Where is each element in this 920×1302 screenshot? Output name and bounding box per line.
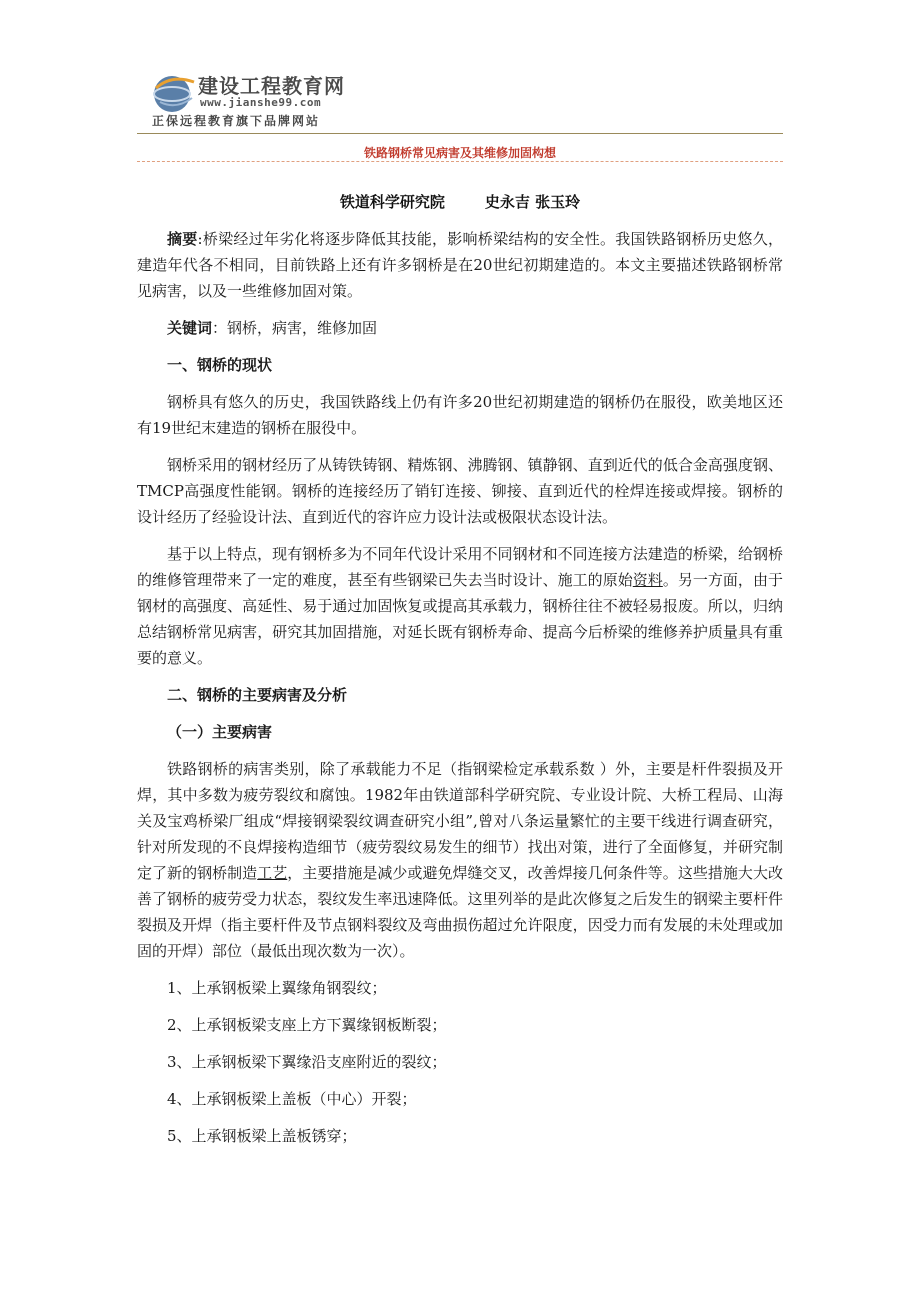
header-divider	[137, 133, 783, 134]
list-item: 5、上承钢板梁上盖板锈穿；	[167, 1127, 357, 1145]
globe-logo-icon	[150, 68, 198, 116]
section-2-paragraph-1	[137, 756, 783, 964]
abstract-text: 桥梁经过年劣化将逐步降低其技能，影响桥梁结构的安全性。我国铁路钢桥历史悠久，建造年代各不相同，目前铁路上还有许多钢桥是在20世纪初期建造的。本文主要描述铁路钢桥常见病害，以及一些维修加固对策。	[137, 230, 783, 300]
materials-link[interactable]: 资料	[632, 571, 663, 589]
section-2-subheading: （一）主要病害	[167, 723, 273, 741]
logo-url: www.jianshe99.com	[200, 96, 322, 109]
section-1-paragraph-2: 钢桥采用的钢材经历了从铸铁铸钢、精炼钢、沸腾钢、镇静钢、直到近代的低合金高强度钢、TMCP高强度性能钢。钢桥的连接经历了销钉连接、铆接、直到近代的栓焊连接或焊接。钢桥的设计经历了经验设计法、直到近代的容许应力设计法或极限状态设计法。	[137, 456, 783, 526]
document-title: 铁路钢桥常见病害及其维修加固构想	[363, 146, 556, 160]
process-link[interactable]: 工艺	[257, 864, 288, 882]
paragraph-text: 。另一方面，由于钢材的高强度、高延性、易于通过加固恢复或提高其承载力，钢桥往往不被轻易报废。所以，归纳总结钢桥常见病害，研究其加固措施，对延长既有钢桥寿命、提高今后桥梁的维修养护质量具有重要的意义。	[137, 571, 783, 667]
keywords-text: ：钢桥，病害，维修加固	[212, 319, 378, 337]
list-item: 2、上承钢板梁支座上方下翼缘钢板断裂；	[167, 1016, 447, 1034]
paragraph-text: 基于以上特点，现有钢桥多为不同年代设计采用不同钢材和不同连接方法建造的桥梁，给钢桥的维修管理带来了一定的难度，甚至有些钢梁已失去当时设计、施工的原始	[137, 545, 783, 589]
title-dashed-divider	[137, 161, 783, 162]
logo-title: 建设工程教育网	[198, 74, 345, 98]
list-item: 3、上承钢板梁下翼缘沿支座附近的裂纹；	[167, 1053, 447, 1071]
abstract-label: 摘要	[167, 230, 198, 248]
section-1-paragraph-3	[137, 541, 783, 671]
site-logo[interactable]	[150, 62, 370, 130]
paragraph-text: ，主要措施是减少或避免焊缝交叉，改善焊接几何条件等。这些措施大大改善了钢桥的疲劳受力状态，裂纹发生率迅速降低。这里列举的是此次修复之后发生的钢梁主要杆件裂损及开焊（指主要杆件及节点钢料裂纹及弯曲损伤超过允许限度，因受力而有发展的未处理或加固的开焊）部位（最低出现次数为一次）。	[137, 864, 783, 960]
abstract-paragraph: 摘要:桥梁经过年劣化将逐步降低其技能，影响桥梁结构的安全性。我国铁路钢桥历史悠久，建造年代各不相同，目前铁路上还有许多钢桥是在20世纪初期建造的。本文主要描述铁路钢桥常见病害，以及一些维修加固对策。	[137, 230, 783, 300]
section-2-heading: 二、钢桥的主要病害及分析	[167, 686, 348, 704]
list-item: 4、上承钢板梁上盖板（中心）开裂；	[167, 1090, 417, 1108]
list-item: 1、上承钢板梁上翼缘角钢裂纹；	[167, 979, 387, 997]
author-institute: 铁道科学研究院	[339, 193, 445, 211]
keywords-label: 关键词	[167, 319, 213, 337]
logo-slogan: 正保远程教育旗下品牌网站	[152, 114, 321, 128]
author-line	[137, 191, 783, 212]
section-1-heading: 一、钢桥的现状	[167, 356, 273, 374]
keywords-paragraph	[137, 315, 783, 341]
paragraph-text: 铁路钢桥的病害类别，除了承载能力不足（指钢梁检定承载系数 ）外，主要是杆件裂损及开焊，其中多数为疲劳裂纹和腐蚀。1982年由铁道部科学研究院、专业设计院、大桥工程局、山海关及宝鸡桥梁厂组成“焊接钢梁裂纹调查研究小组”,曾对八条运量繁忙的主要干线进行调查研究，针对所发现的不良焊接构造细节（疲劳裂纹易发生的细节）找出对策，进行了全面修复，并研究制定了新的钢桥制造	[137, 760, 783, 882]
article-body	[137, 226, 783, 1160]
author-names: 史永吉 张玉玲	[484, 193, 581, 211]
section-1-paragraph-1: 钢桥具有悠久的历史，我国铁路线上仍有许多20世纪初期建造的钢桥仍在服役，欧美地区还有19世纪末建造的钢桥在服役中。	[137, 393, 783, 437]
